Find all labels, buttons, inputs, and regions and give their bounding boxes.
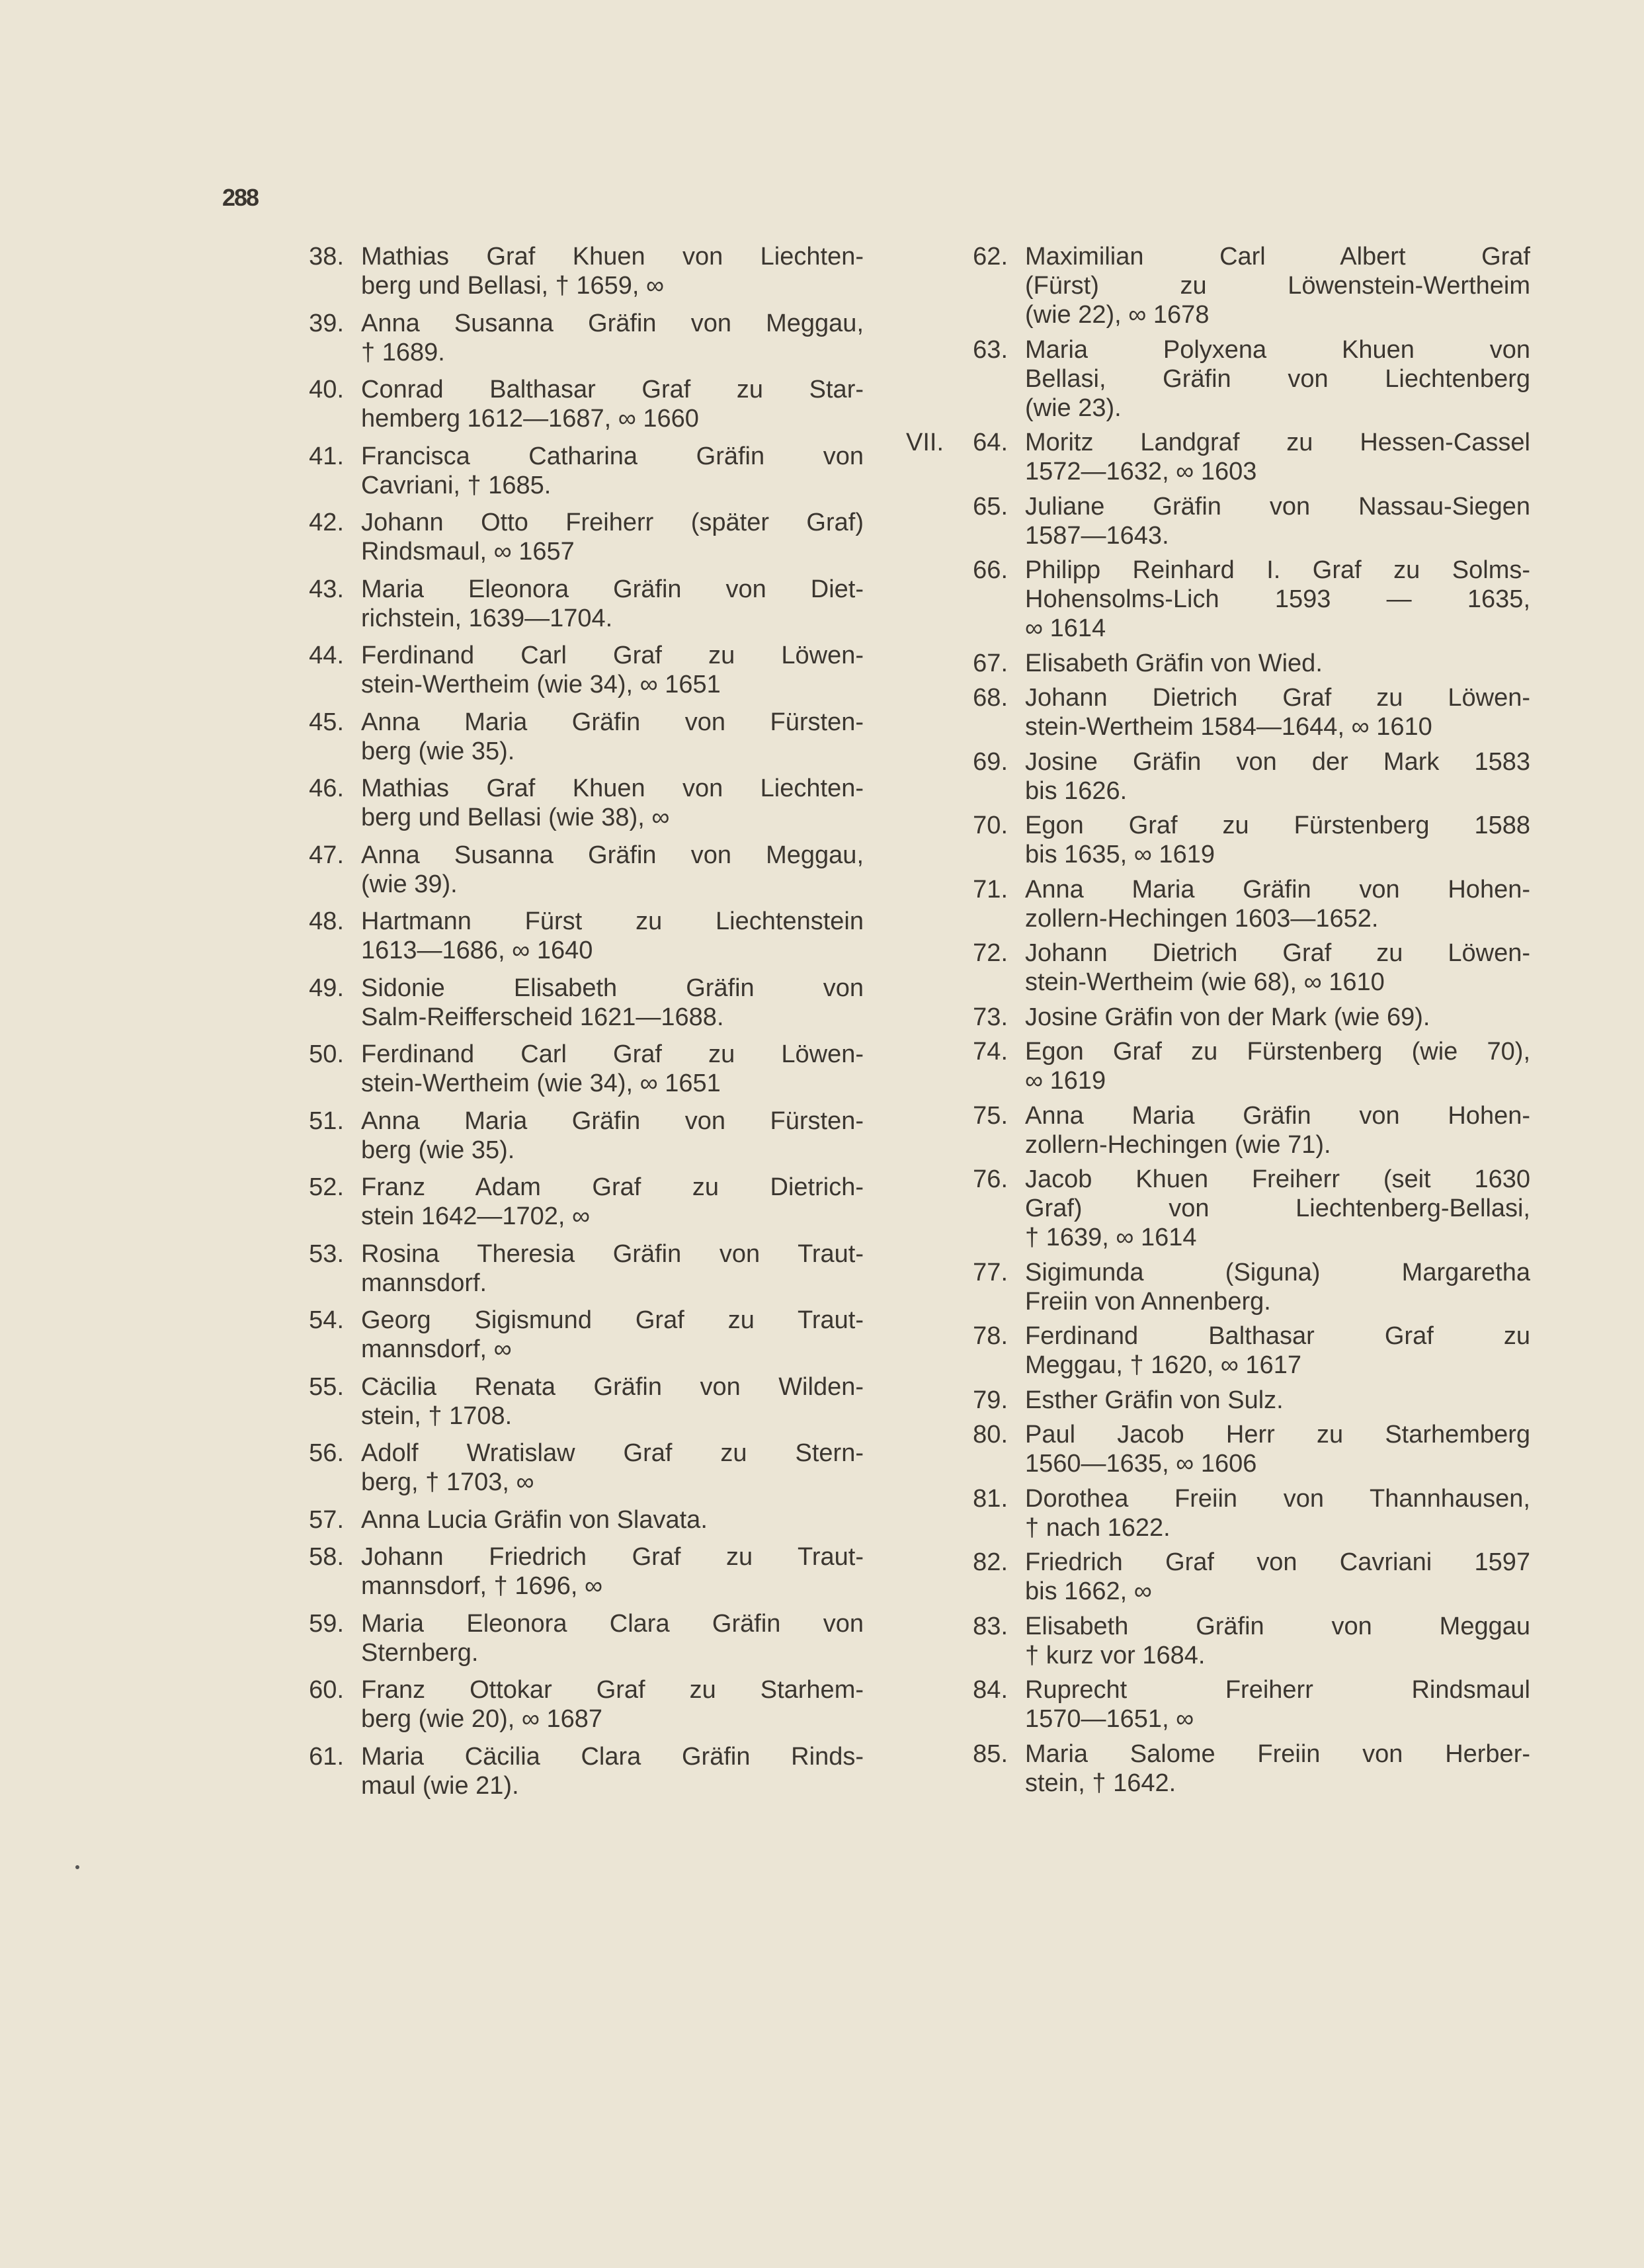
- entry-line: Anna Maria Gräfin von Fürsten-: [361, 1107, 864, 1135]
- entry-line: (Fürst) zu Löwenstein-Wertheim: [1025, 272, 1530, 300]
- scan-speck: [75, 1865, 79, 1869]
- entry-line: (wie 22), ∞ 1678: [1025, 301, 1210, 329]
- entry-line: zollern-Hechingen (wie 71).: [1025, 1130, 1331, 1159]
- genealogy-entry: [906, 939, 1530, 997]
- genealogy-entry: [291, 1542, 864, 1601]
- entry-number: 39.: [309, 309, 344, 337]
- entry-line: 1570—1651, ∞: [1025, 1705, 1194, 1733]
- genealogy-entry: [906, 875, 1530, 933]
- entry-line: Hartmann Fürst zu Liechtenstein: [361, 907, 864, 935]
- entry-number: 63.: [973, 335, 1008, 364]
- entry-number: 46.: [309, 775, 344, 802]
- entry-line: mannsdorf, † 1696, ∞: [361, 1572, 603, 1600]
- entry-text: [1025, 1612, 1530, 1670]
- entry-number: 85.: [973, 1740, 1008, 1768]
- entry-number: 38.: [309, 243, 344, 271]
- entry-line: Georg Sigismund Graf zu Traut-: [361, 1306, 864, 1334]
- entry-number: 47.: [309, 841, 344, 869]
- genealogy-entry: [291, 1107, 864, 1165]
- entry-number: 61.: [309, 1742, 344, 1771]
- entry-line: 1560—1635, ∞ 1606: [1025, 1450, 1257, 1478]
- entry-line: (wie 23).: [1025, 394, 1122, 422]
- entry-text: [1025, 875, 1530, 933]
- entry-text: [1025, 811, 1530, 869]
- genealogy-entry: [906, 747, 1530, 806]
- genealogy-entry: [906, 1003, 1530, 1032]
- entry-number: 75.: [973, 1101, 1008, 1130]
- genealogy-entry: [906, 683, 1530, 741]
- entry-text: [1025, 1740, 1530, 1798]
- entry-line: berg und Bellasi (wie 38), ∞: [361, 804, 670, 831]
- entry-text: [1025, 1037, 1530, 1095]
- entry-line: Anna Susanna Gräfin von Meggau,: [361, 841, 864, 869]
- genealogy-entry: [291, 1675, 864, 1734]
- genealogy-entry: [291, 309, 864, 367]
- entry-text: [1025, 1003, 1530, 1032]
- entry-line: Jacob Khuen Freiherr (seit 1630: [1025, 1165, 1530, 1193]
- entry-line: Rindsmaul, ∞ 1657: [361, 538, 575, 566]
- genealogy-entry: [291, 1609, 864, 1667]
- entry-number: 56.: [309, 1439, 344, 1467]
- genealogy-entry: [906, 556, 1530, 643]
- genealogy-entry: [906, 1101, 1530, 1159]
- entry-line: Rosina Theresia Gräfin von Traut-: [361, 1239, 864, 1268]
- genealogy-entry: [291, 1040, 864, 1098]
- entry-number: 57.: [309, 1505, 344, 1534]
- entry-line: Juliane Gräfin von Nassau-Siegen: [1025, 492, 1530, 521]
- genealogy-entry: [291, 1439, 864, 1497]
- entry-line: Franz Ottokar Graf zu Starhem-: [361, 1676, 864, 1704]
- entry-line: Esther Gräfin von Sulz.: [1025, 1386, 1284, 1414]
- entry-number: 51.: [309, 1107, 344, 1135]
- entry-line: Egon Graf zu Fürstenberg (wie 70),: [1025, 1038, 1530, 1066]
- entry-text: [361, 575, 864, 633]
- entry-line: stein-Wertheim (wie 34), ∞ 1651: [361, 1070, 721, 1097]
- entry-text: [361, 1742, 864, 1800]
- entry-number: 70.: [973, 812, 1008, 839]
- entry-number: 68.: [973, 684, 1008, 712]
- entry-text: [361, 1040, 864, 1098]
- entry-line: † 1639, ∞ 1614: [1025, 1224, 1197, 1251]
- entry-line: Egon Graf zu Fürstenberg 1588: [1025, 812, 1530, 839]
- entry-line: † kurz vor 1684.: [1025, 1641, 1206, 1669]
- genealogy-entry: [906, 335, 1530, 423]
- entry-number: 79.: [973, 1386, 1008, 1414]
- entry-text: [1025, 1548, 1530, 1606]
- genealogy-entry: [906, 242, 1530, 329]
- entry-number: 80.: [973, 1421, 1008, 1449]
- entry-line: Ruprecht Freiherr Rindsmaul: [1025, 1676, 1530, 1704]
- entry-text: [361, 1306, 864, 1364]
- entry-number: 43.: [309, 575, 344, 603]
- genealogy-entry: [291, 708, 864, 766]
- entry-text: [361, 1372, 864, 1431]
- entry-number: 42.: [309, 509, 344, 536]
- entry-line: (wie 39).: [361, 870, 458, 898]
- entry-line: stein-Wertheim (wie 68), ∞ 1610: [1025, 968, 1385, 996]
- entry-line: hemberg 1612—1687, ∞ 1660: [361, 405, 699, 433]
- entry-number: 50.: [309, 1040, 344, 1068]
- entry-line: Anna Susanna Gräfin von Meggau,: [361, 309, 864, 337]
- entry-text: [1025, 939, 1530, 997]
- entry-line: Anna Maria Gräfin von Hohen-: [1025, 875, 1530, 903]
- genealogy-entry: [291, 442, 864, 500]
- entry-line: stein-Wertheim 1584—1644, ∞ 1610: [1025, 713, 1432, 741]
- entry-line: Ferdinand Balthasar Graf zu: [1025, 1322, 1530, 1350]
- entry-line: Francisca Catharina Gräfin von: [361, 442, 864, 470]
- entry-line: Sidonie Elisabeth Gräfin von: [361, 974, 864, 1002]
- entry-text: [1025, 747, 1530, 806]
- entry-line: bis 1662, ∞: [1025, 1577, 1152, 1605]
- genealogy-entry: [906, 811, 1530, 869]
- entry-number: 65.: [973, 492, 1008, 521]
- genealogy-entry: [906, 649, 1530, 678]
- entry-line: Cavriani, † 1685.: [361, 471, 552, 499]
- entry-text: [1025, 428, 1530, 486]
- entry-number: 84.: [973, 1676, 1008, 1704]
- entry-text: [361, 1107, 864, 1165]
- entry-line: berg, † 1703, ∞: [361, 1468, 534, 1496]
- entry-number: 48.: [309, 907, 344, 935]
- entry-line: Meggau, † 1620, ∞ 1617: [1025, 1351, 1301, 1379]
- entry-text: [361, 907, 864, 965]
- entry-line: Josine Gräfin von der Mark 1583: [1025, 747, 1530, 776]
- entry-line: Josine Gräfin von der Mark (wie 69).: [1025, 1003, 1430, 1031]
- entry-number: 60.: [309, 1676, 344, 1704]
- entry-text: [1025, 1386, 1530, 1415]
- entry-line: Maria Eleonora Clara Gräfin von: [361, 1609, 864, 1638]
- entry-number: 66.: [973, 556, 1008, 584]
- entry-line: Elisabeth Gräfin von Meggau: [1025, 1612, 1530, 1640]
- entry-text: [1025, 649, 1530, 678]
- left-column: [291, 242, 864, 1808]
- genealogy-entry: [291, 774, 864, 832]
- genealogy-entry: [906, 1420, 1530, 1478]
- entry-line: Franz Adam Graf zu Dietrich-: [361, 1173, 864, 1201]
- genealogy-entry: [291, 841, 864, 899]
- genealogy-entry: [906, 428, 1530, 486]
- entry-text: [361, 309, 864, 367]
- entry-text: [1025, 335, 1530, 423]
- entry-number: 54.: [309, 1306, 344, 1334]
- entry-number: 53.: [309, 1239, 344, 1268]
- entry-line: berg (wie 20), ∞ 1687: [361, 1705, 603, 1733]
- genealogy-entry: [906, 1612, 1530, 1670]
- entry-number: 64.: [973, 429, 1008, 456]
- entry-line: Anna Maria Gräfin von Fürsten-: [361, 708, 864, 736]
- genealogy-entry: [906, 1548, 1530, 1606]
- entry-text: [361, 508, 864, 566]
- entry-text: [361, 375, 864, 433]
- genealogy-entry: [291, 907, 864, 965]
- entry-text: [361, 242, 864, 300]
- entry-text: [361, 1239, 864, 1298]
- entry-number: 45.: [309, 708, 344, 736]
- entry-line: Ferdinand Carl Graf zu Löwen-: [361, 1040, 864, 1068]
- entry-number: 40.: [309, 376, 344, 403]
- entry-text: [361, 1439, 864, 1497]
- entry-line: mannsdorf.: [361, 1269, 487, 1297]
- entry-line: Philipp Reinhard I. Graf zu Solms-: [1025, 556, 1530, 584]
- entry-line: Hohensolms-Lich 1593 — 1635,: [1025, 585, 1530, 613]
- entry-line: 1572—1632, ∞ 1603: [1025, 458, 1257, 485]
- genealogy-entry: [906, 1675, 1530, 1734]
- page-number: 288: [222, 184, 259, 211]
- entry-number: 76.: [973, 1165, 1008, 1193]
- genealogy-entry: [906, 1037, 1530, 1095]
- entry-number: 74.: [973, 1038, 1008, 1066]
- entry-text: [1025, 1165, 1530, 1252]
- entry-number: 78.: [973, 1322, 1008, 1350]
- genealogy-entry: [291, 1173, 864, 1231]
- entry-text: [1025, 1258, 1530, 1316]
- entry-line: stein, † 1708.: [361, 1402, 513, 1430]
- entry-text: [361, 1542, 864, 1601]
- entry-line: berg (wie 35).: [361, 1136, 515, 1164]
- entry-number: 69.: [973, 747, 1008, 776]
- entry-line: maul (wie 21).: [361, 1771, 519, 1800]
- entry-line: Moritz Landgraf zu Hessen-Cassel: [1025, 429, 1530, 456]
- genealogy-entry: [906, 1165, 1530, 1252]
- entry-text: [361, 974, 864, 1032]
- entry-line: Paul Jacob Herr zu Starhemberg: [1025, 1421, 1530, 1449]
- entry-line: Friedrich Graf von Cavriani 1597: [1025, 1548, 1530, 1576]
- entry-text: [361, 1609, 864, 1667]
- entry-number: 72.: [973, 939, 1008, 967]
- genealogy-entry: [906, 1386, 1530, 1415]
- entry-text: [361, 442, 864, 500]
- entry-text: [361, 641, 864, 699]
- entry-text: [1025, 1675, 1530, 1734]
- entry-line: Anna Maria Gräfin von Hohen-: [1025, 1101, 1530, 1130]
- entry-line: ∞ 1614: [1025, 614, 1106, 642]
- entry-number: 52.: [309, 1173, 344, 1201]
- entry-line: Elisabeth Gräfin von Wied.: [1025, 649, 1323, 677]
- entry-line: Dorothea Freiin von Thannhausen,: [1025, 1484, 1530, 1513]
- entry-line: Sternberg.: [361, 1638, 479, 1667]
- genealogy-entry: [291, 1742, 864, 1800]
- entry-line: Mathias Graf Khuen von Liechten-: [361, 775, 864, 802]
- genealogy-entry: [906, 492, 1530, 550]
- entry-number: 73.: [973, 1003, 1008, 1031]
- entry-number: 82.: [973, 1548, 1008, 1576]
- entry-line: berg (wie 35).: [361, 737, 515, 765]
- genealogy-entry: [291, 1239, 864, 1298]
- genealogy-entry: [906, 1740, 1530, 1798]
- genealogy-entry: [291, 242, 864, 300]
- genealogy-entry: [291, 1372, 864, 1431]
- entry-line: Freiin von Annenberg.: [1025, 1287, 1271, 1316]
- entry-line: Conrad Balthasar Graf zu Star-: [361, 376, 864, 403]
- entry-line: ∞ 1619: [1025, 1067, 1106, 1095]
- entry-text: [1025, 1322, 1530, 1380]
- entry-line: richstein, 1639—1704.: [361, 604, 613, 632]
- entry-line: † 1689.: [361, 338, 445, 366]
- entry-text: [361, 841, 864, 899]
- entry-line: Salm-Reifferscheid 1621—1688.: [361, 1003, 724, 1031]
- genealogy-entry: [291, 1306, 864, 1364]
- entry-number: 49.: [309, 974, 344, 1002]
- genealogy-entry: [906, 1484, 1530, 1542]
- entry-line: Maria Polyxena Khuen von: [1025, 335, 1530, 364]
- entry-line: stein-Wertheim (wie 34), ∞ 1651: [361, 671, 721, 698]
- entry-number: 81.: [973, 1484, 1008, 1513]
- entry-line: Cäcilia Renata Gräfin von Wilden-: [361, 1372, 864, 1401]
- entry-line: Maria Eleonora Gräfin von Diet-: [361, 575, 864, 603]
- genealogy-entry: [906, 1322, 1530, 1380]
- entry-line: Mathias Graf Khuen von Liechten-: [361, 243, 864, 271]
- entry-text: [361, 1675, 864, 1734]
- right-column: [906, 242, 1530, 1803]
- entry-line: Graf) von Liechtenberg-Bellasi,: [1025, 1195, 1530, 1222]
- entry-line: bis 1635, ∞ 1619: [1025, 841, 1215, 868]
- entry-text: [1025, 1101, 1530, 1159]
- entry-number: 83.: [973, 1612, 1008, 1640]
- entry-number: 58.: [309, 1543, 344, 1571]
- entry-text: [361, 708, 864, 766]
- entry-line: Johann Dietrich Graf zu Löwen-: [1025, 684, 1530, 712]
- genealogy-entry: [291, 641, 864, 699]
- entry-text: [1025, 556, 1530, 643]
- entry-line: bis 1626.: [1025, 777, 1128, 805]
- entry-line: Maria Cäcilia Clara Gräfin Rinds-: [361, 1742, 864, 1771]
- entry-line: stein, † 1642.: [1025, 1769, 1176, 1797]
- entry-number: 44.: [309, 642, 344, 669]
- entry-text: [1025, 492, 1530, 550]
- entry-number: 71.: [973, 875, 1008, 903]
- entry-line: berg und Bellasi, † 1659, ∞: [361, 272, 665, 300]
- entry-line: zollern-Hechingen 1603—1652.: [1025, 904, 1379, 933]
- entry-text: [361, 1173, 864, 1231]
- entry-text: [1025, 242, 1530, 329]
- entry-text: [1025, 1420, 1530, 1478]
- entry-number: 62.: [973, 243, 1008, 271]
- generation-marker: VII.: [906, 429, 944, 456]
- entry-line: mannsdorf, ∞: [361, 1335, 512, 1363]
- entry-text: [361, 774, 864, 832]
- entry-line: Maria Salome Freiin von Herber-: [1025, 1740, 1530, 1768]
- genealogy-entry: [291, 1505, 864, 1534]
- genealogy-entry: [906, 1258, 1530, 1316]
- entry-line: Ferdinand Carl Graf zu Löwen-: [361, 642, 864, 669]
- entry-line: 1613—1686, ∞ 1640: [361, 937, 593, 964]
- entry-line: Johann Friedrich Graf zu Traut-: [361, 1543, 864, 1571]
- entry-number: 41.: [309, 442, 344, 470]
- entry-number: 77.: [973, 1258, 1008, 1286]
- entry-line: 1587—1643.: [1025, 521, 1169, 550]
- entry-number: 59.: [309, 1609, 344, 1638]
- entry-text: [1025, 683, 1530, 741]
- entry-line: stein 1642—1702, ∞: [361, 1202, 591, 1230]
- entry-text: [1025, 1484, 1530, 1542]
- entry-line: Johann Dietrich Graf zu Löwen-: [1025, 939, 1530, 967]
- genealogy-entry: [291, 575, 864, 633]
- entry-number: 55.: [309, 1372, 344, 1401]
- entry-number: 67.: [973, 649, 1008, 677]
- entry-line: Maximilian Carl Albert Graf: [1025, 243, 1530, 271]
- entry-line: † nach 1622.: [1025, 1513, 1171, 1542]
- entry-line: Adolf Wratislaw Graf zu Stern-: [361, 1439, 864, 1467]
- entry-line: Bellasi, Gräfin von Liechtenberg: [1025, 364, 1530, 393]
- entry-line: Anna Lucia Gräfin von Slavata.: [361, 1505, 708, 1534]
- entry-line: Sigimunda (Siguna) Margaretha: [1025, 1258, 1530, 1286]
- genealogy-entry: [291, 375, 864, 433]
- entry-text: [361, 1505, 864, 1534]
- genealogy-entry: [291, 508, 864, 566]
- genealogy-entry: [291, 974, 864, 1032]
- entry-line: Johann Otto Freiherr (später Graf): [361, 509, 864, 536]
